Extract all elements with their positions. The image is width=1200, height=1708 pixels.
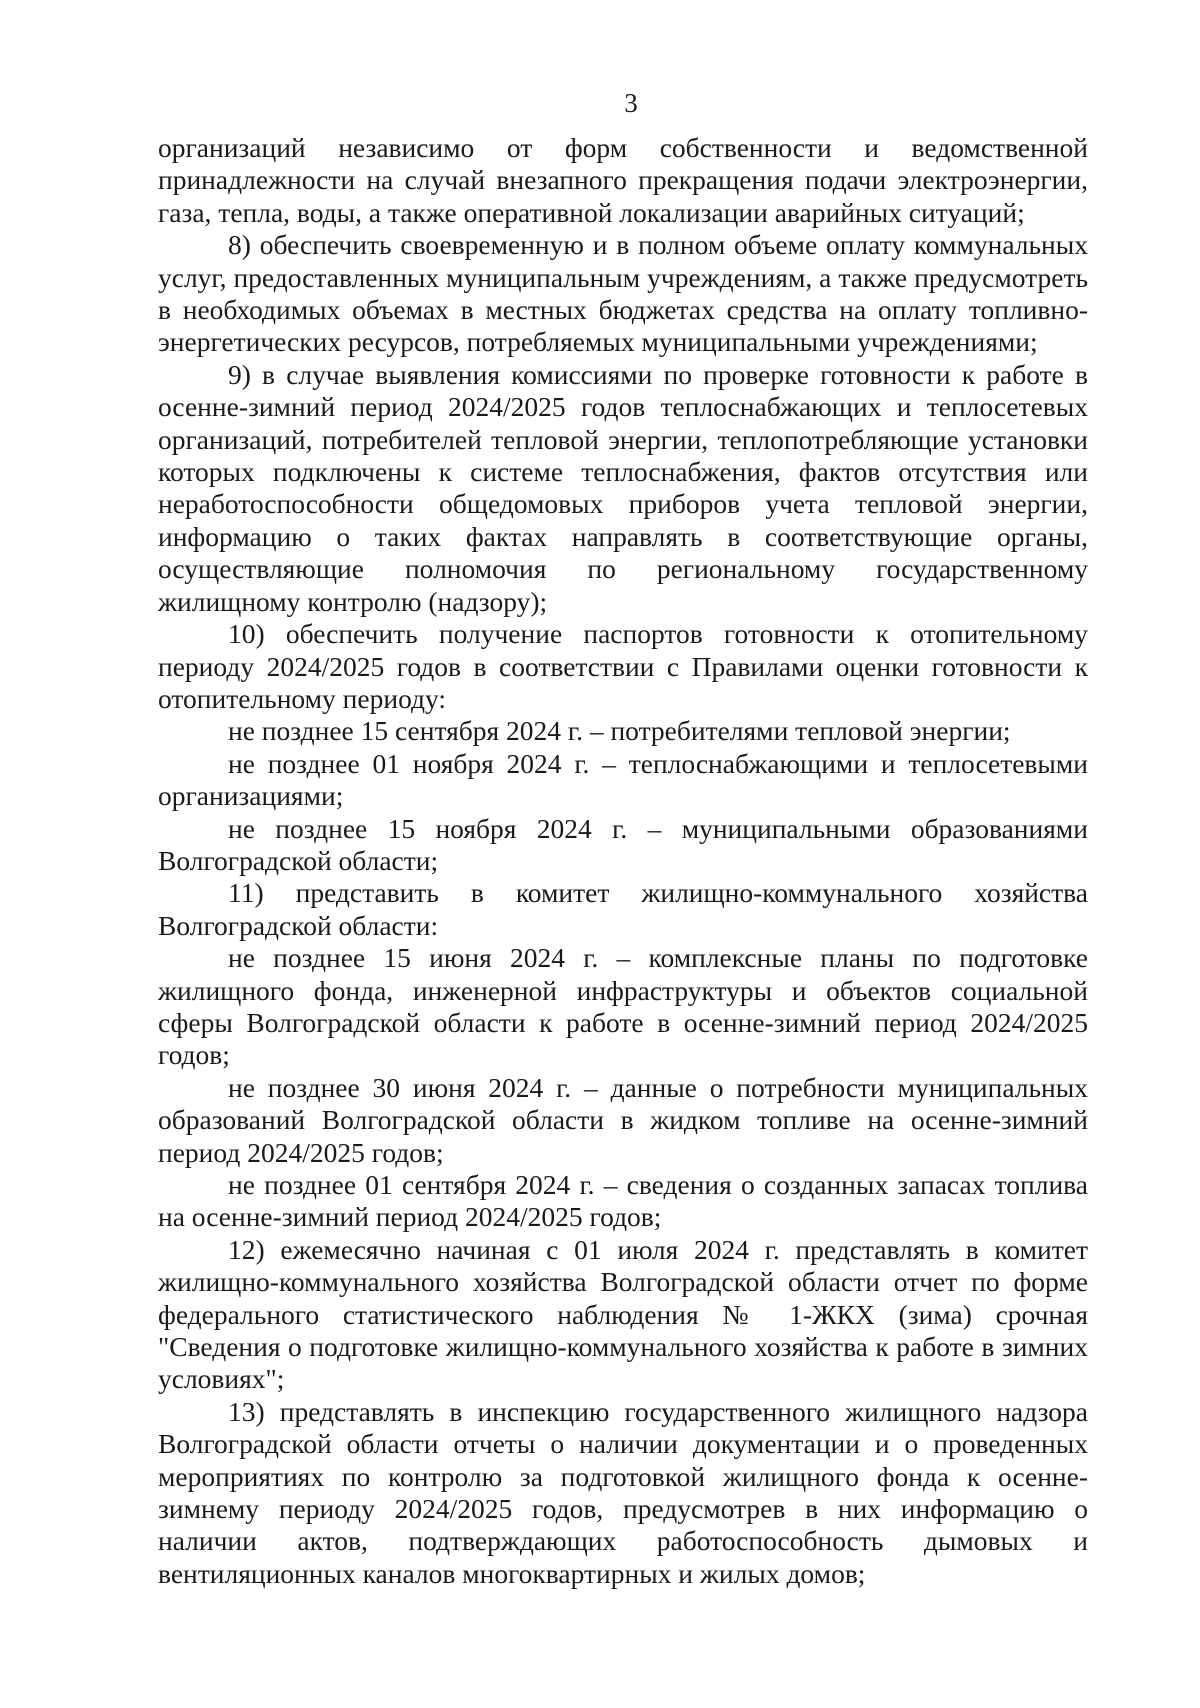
paragraph-item-13: 13) представлять в инспекцию государственного жилищного надзора Волгоградской области отчеты о наличии документации и о проведенных мероприятиях по контролю за подготовкой жилищного фонда к осенне-зимнему периоду 2024/2025 годов, предусмотрев в них информацию о наличии актов, подтверждающих работоспособность дымовых и вентиляционных каналов многоквартирных и жилых домов; xyxy=(158,1395,1088,1589)
paragraph-continuation: организаций независимо от форм собственности и ведомственной принадлежности на случай внезапного прекращения подачи электроэнергии, газа, тепла, воды, а также оперативной локализации аварийных ситуаций; xyxy=(158,132,1088,228)
paragraph-item-8: 8) обеспечить своевременную и в полном объеме оплату коммунальных услуг, предоставленных муниципальным учреждениям, а также предусмотреть в необходимых объемах в местных бюджетах средства на оплату топливно-энергетических ресурсов, потребляемых муниципальными учреждениями; xyxy=(158,229,1088,358)
paragraph-deadline-municipalities: не позднее 15 ноября 2024 г. – муниципальными образованиями Волгоградской области; xyxy=(158,812,1088,876)
paragraph-deadline-september-01: не позднее 01 сентября 2024 г. – сведения о созданных запасах топлива на осенне-зимний период 2024/2025 годов; xyxy=(158,1169,1088,1233)
paragraph-item-12: 12) ежемесячно начиная с 01 июля 2024 г. представлять в комитет жилищно-коммунального хозяйства Волгоградской области отчет по форме федерального статистического наблюдения № 1-ЖКХ (зима) срочная "Сведения о подготовке жилищно-коммунального хозяйства к работе в зимних условиях"; xyxy=(158,1233,1088,1395)
page-number: 3 xyxy=(624,88,638,118)
document-body xyxy=(158,132,1088,1590)
paragraph-deadline-june-15: не позднее 15 июня 2024 г. – комплексные планы по подготовке жилищного фонда, инженерной инфраструктуры и объектов социальной сферы Волгоградской области к работе в осенне-зимний период 2024/2025 годов; xyxy=(158,942,1088,1071)
paragraph-item-11: 11) представить в комитет жилищно-коммунального хозяйства Волгоградской области: xyxy=(158,877,1088,941)
paragraph-deadline-consumers: не позднее 15 сентября 2024 г. – потребителями тепловой энергии; xyxy=(228,715,1011,747)
paragraph-deadline-heat-suppliers: не позднее 01 ноября 2024 г. – теплоснабжающими и теплосетевыми организациями; xyxy=(158,747,1088,812)
paragraph-item-10: 10) обеспечить получение паспортов готовности к отопительному периоду 2024/2025 годов в соответствии с Правилами оценки готовности к отопительному периоду: xyxy=(158,618,1088,714)
paragraph-item-9: 9) в случае выявления комиссиями по проверке готовности к работе в осенне-зимний период 2024/2025 годов теплоснабжающих и теплосетевых организаций, потребителей тепловой энергии, теплопотребляющие установки которых подключены к системе теплоснабжения, фактов отсутствия или неработоспособности общедомовых приборов учета тепловой энергии, информацию о таких фактах направлять в соответствующие органы, осуществляющие полномочия по региональному государственному жилищному контролю (надзору); xyxy=(158,358,1088,617)
paragraph-deadline-june-30: не позднее 30 июня 2024 г. – данные о потребности муниципальных образований Волгоградской области в жидком топливе на осенне-зимний период 2024/2025 годов; xyxy=(158,1071,1088,1168)
